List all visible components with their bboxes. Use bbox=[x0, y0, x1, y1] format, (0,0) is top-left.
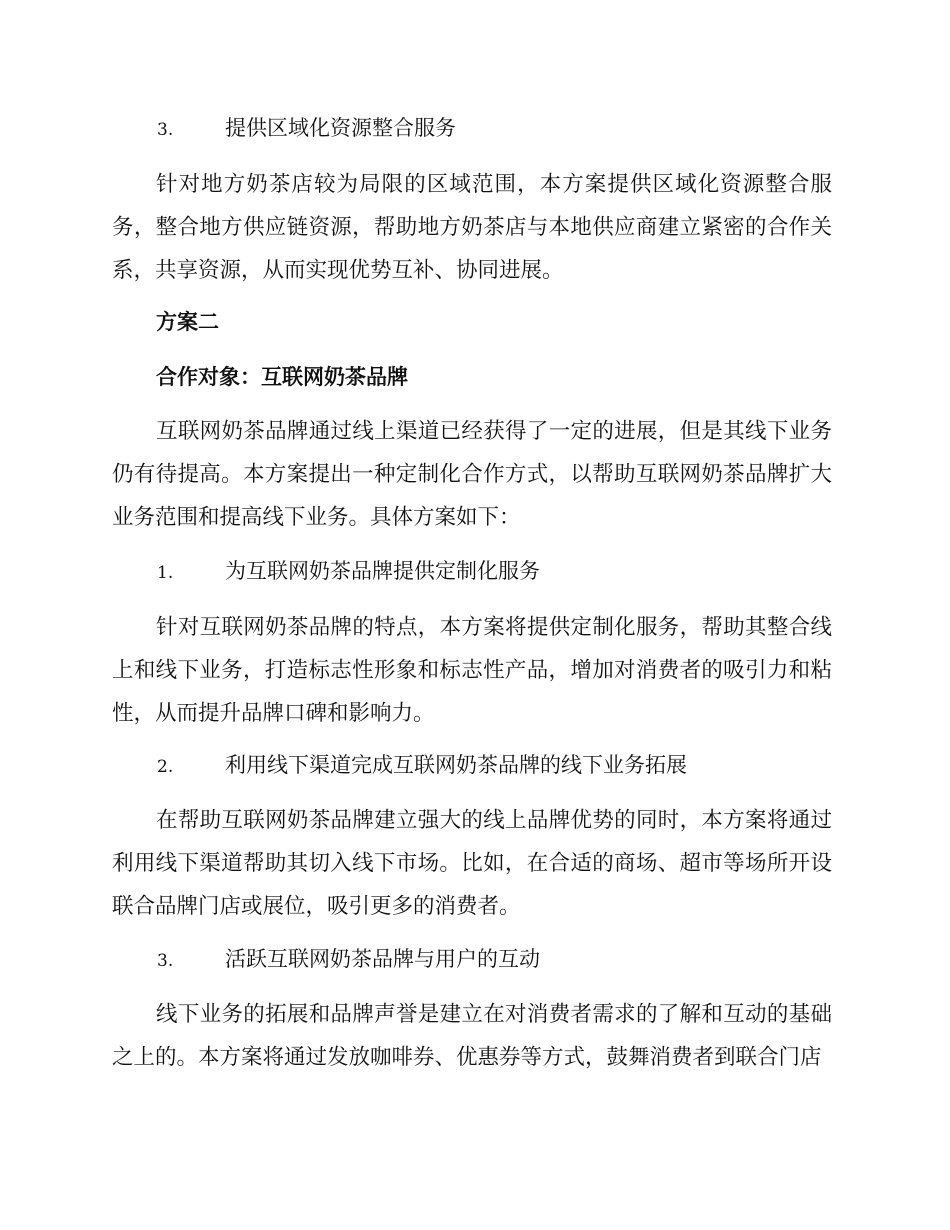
list-number: 2. bbox=[157, 757, 174, 777]
section-heading: 方案二 bbox=[156, 309, 219, 334]
list-number: 1. bbox=[157, 563, 174, 583]
list-item-title: 提供区域化资源整合服务 bbox=[225, 116, 456, 140]
paragraph: 针对地方奶茶店较为局限的区域范围，本方案提供区域化资源整合服务，整合地方供应链资源，帮助地方奶茶店与本地供应商建立紧密的合作关系，共享资源，从而实现优势互补、协同进展。 bbox=[112, 172, 832, 283]
paragraph: 针对互联网奶茶品牌的特点，本方案将提供定制化服务，帮助其整合线上和线下业务，打造标志性形象和标志性产品，增加对消费者的吸引力和粘性，从而提升品牌口碑和影响力。 bbox=[112, 615, 832, 726]
list-number: 3. bbox=[157, 951, 174, 971]
list-item bbox=[112, 751, 832, 781]
list-item-title: 为互联网奶茶品牌提供定制化服务 bbox=[225, 559, 540, 583]
list-item bbox=[112, 557, 832, 587]
paragraph: 在帮助互联网奶茶品牌建立强大的线上品牌优势的同时，本方案将通过利用线下渠道帮助其切入线下市场。比如，在合适的商场、超市等场所开设联合品牌门店或展位，吸引更多的消费者。 bbox=[112, 808, 832, 919]
paragraph: 线下业务的拓展和品牌声誉是建立在对消费者需求的了解和互动的基础之上的。本方案将通过发放咖啡券、优惠券等方式，鼓舞消费者到联合门店 bbox=[112, 1002, 832, 1070]
list-item bbox=[112, 945, 832, 975]
paragraph: 互联网奶茶品牌通过线上渠道已经获得了一定的进展，但是其线下业务仍有待提高。本方案提出一种定制化合作方式，以帮助互联网奶茶品牌扩大业务范围和提高线下业务。具体方案如下： bbox=[112, 419, 832, 530]
list-item bbox=[112, 114, 832, 144]
list-item-title: 利用线下渠道完成互联网奶茶品牌的线下业务拓展 bbox=[225, 753, 687, 777]
subsection-heading: 合作对象：互联网奶茶品牌 bbox=[156, 364, 408, 389]
list-item-title: 活跃互联网奶茶品牌与用户的互动 bbox=[225, 947, 540, 971]
list-number: 3. bbox=[157, 120, 174, 140]
